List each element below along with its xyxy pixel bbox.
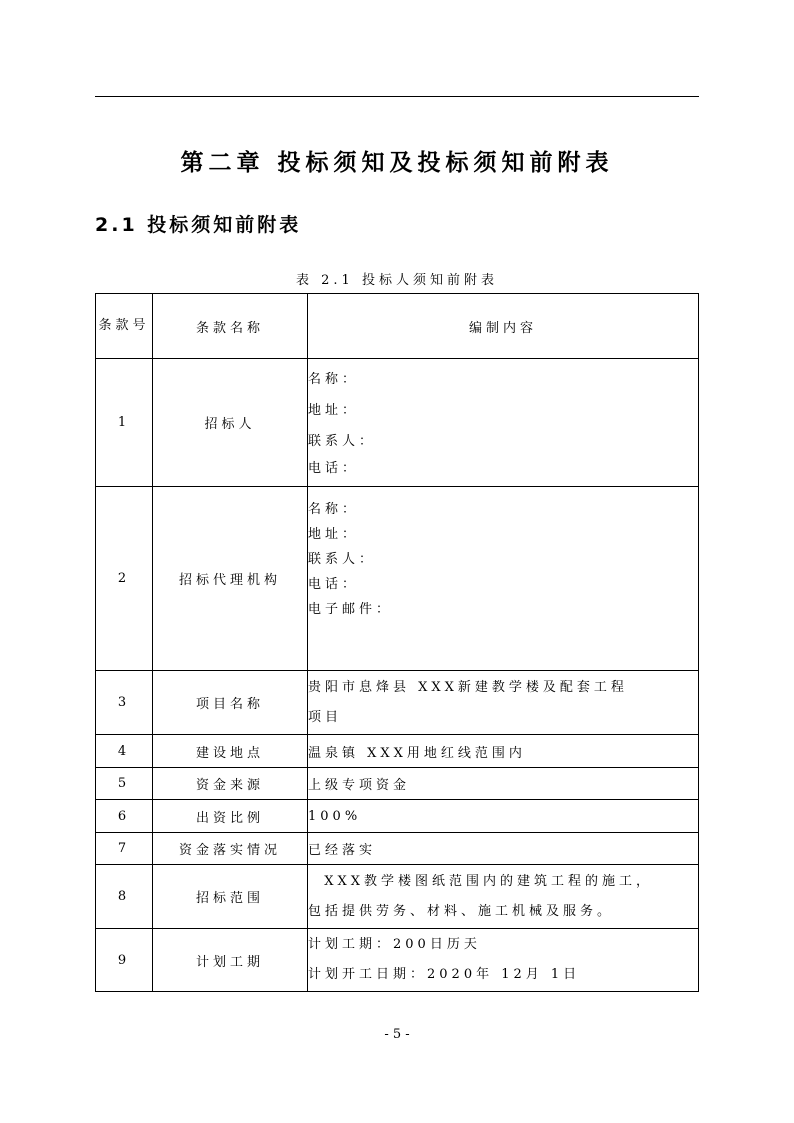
clause-content — [308, 487, 699, 671]
content-line: 名称： — [308, 502, 360, 517]
clause-no: 9 — [96, 929, 153, 992]
header-clause-no: 条款号 — [96, 294, 153, 359]
content-line: 联系人： — [308, 552, 377, 567]
clause-name: 计划工期 — [153, 929, 308, 992]
table-row — [96, 865, 699, 929]
clause-name: 建设地点 — [153, 735, 308, 768]
table-row — [96, 768, 699, 800]
table-row — [96, 487, 699, 671]
table-row — [96, 735, 699, 768]
clause-content: 上级专项资金 — [308, 768, 699, 800]
clause-content — [308, 865, 699, 929]
clause-no: 4 — [96, 735, 153, 768]
header-clause-name: 条款名称 — [153, 294, 308, 359]
table-row — [96, 671, 699, 735]
content-line: 名称： — [308, 372, 360, 387]
content-line: 电话： — [308, 461, 360, 476]
clause-content: 已经落实 — [308, 833, 699, 865]
content-line: 计划开工日期：2020年 12月 1日 — [308, 967, 581, 982]
table-row — [96, 833, 699, 865]
table-header-row — [96, 294, 699, 359]
clause-no: 5 — [96, 768, 153, 800]
section-title: 2.1 投标须知前附表 — [95, 214, 302, 236]
content-line: 电话： — [308, 577, 360, 592]
clause-no: 7 — [96, 833, 153, 865]
clause-name: 资金落实情况 — [153, 833, 308, 865]
clause-no: 2 — [96, 487, 153, 671]
clause-name: 资金来源 — [153, 768, 308, 800]
clause-name: 项目名称 — [153, 671, 308, 735]
content-line: XXX教学楼图纸范围内的建筑工程的施工， — [308, 873, 654, 889]
tender-notice-table — [95, 293, 699, 992]
content-line: 计划工期：200日历天 — [308, 937, 481, 952]
clause-content: 温泉镇 XXX用地红线范围内 — [308, 735, 699, 768]
header-content: 编制内容 — [308, 294, 699, 359]
clause-name: 出资比例 — [153, 800, 308, 833]
clause-no: 3 — [96, 671, 153, 735]
table-caption: 表 2.1 投标人须知前附表 — [296, 273, 498, 288]
content-line: 地址： — [308, 527, 360, 542]
table-row — [96, 359, 699, 487]
clause-content — [308, 359, 699, 487]
clause-content — [308, 929, 699, 992]
chapter-title: 第二章 投标须知及投标须知前附表 — [180, 150, 614, 176]
clause-content: 100% — [308, 800, 699, 833]
clause-content — [308, 671, 699, 735]
clause-name: 招标代理机构 — [153, 487, 308, 671]
content-line: 贵阳市息烽县 XXX新建教学楼及配套工程 — [308, 679, 628, 695]
clause-no: 8 — [96, 865, 153, 929]
content-line: 包括提供劳务、材料、施工机械及服务。 — [308, 903, 615, 919]
header-rule — [95, 96, 699, 97]
clause-name: 招标范围 — [153, 865, 308, 929]
clause-no: 1 — [96, 359, 153, 487]
table-row — [96, 929, 699, 992]
content-line: 联系人： — [308, 434, 377, 449]
page-number: - 5 - — [384, 1027, 410, 1042]
clause-no: 6 — [96, 800, 153, 833]
clause-name: 招标人 — [153, 359, 308, 487]
content-line: 项目 — [308, 709, 343, 725]
content-line: 地址： — [308, 403, 360, 418]
table-row — [96, 800, 699, 833]
content-line: 电子邮件： — [308, 602, 394, 617]
